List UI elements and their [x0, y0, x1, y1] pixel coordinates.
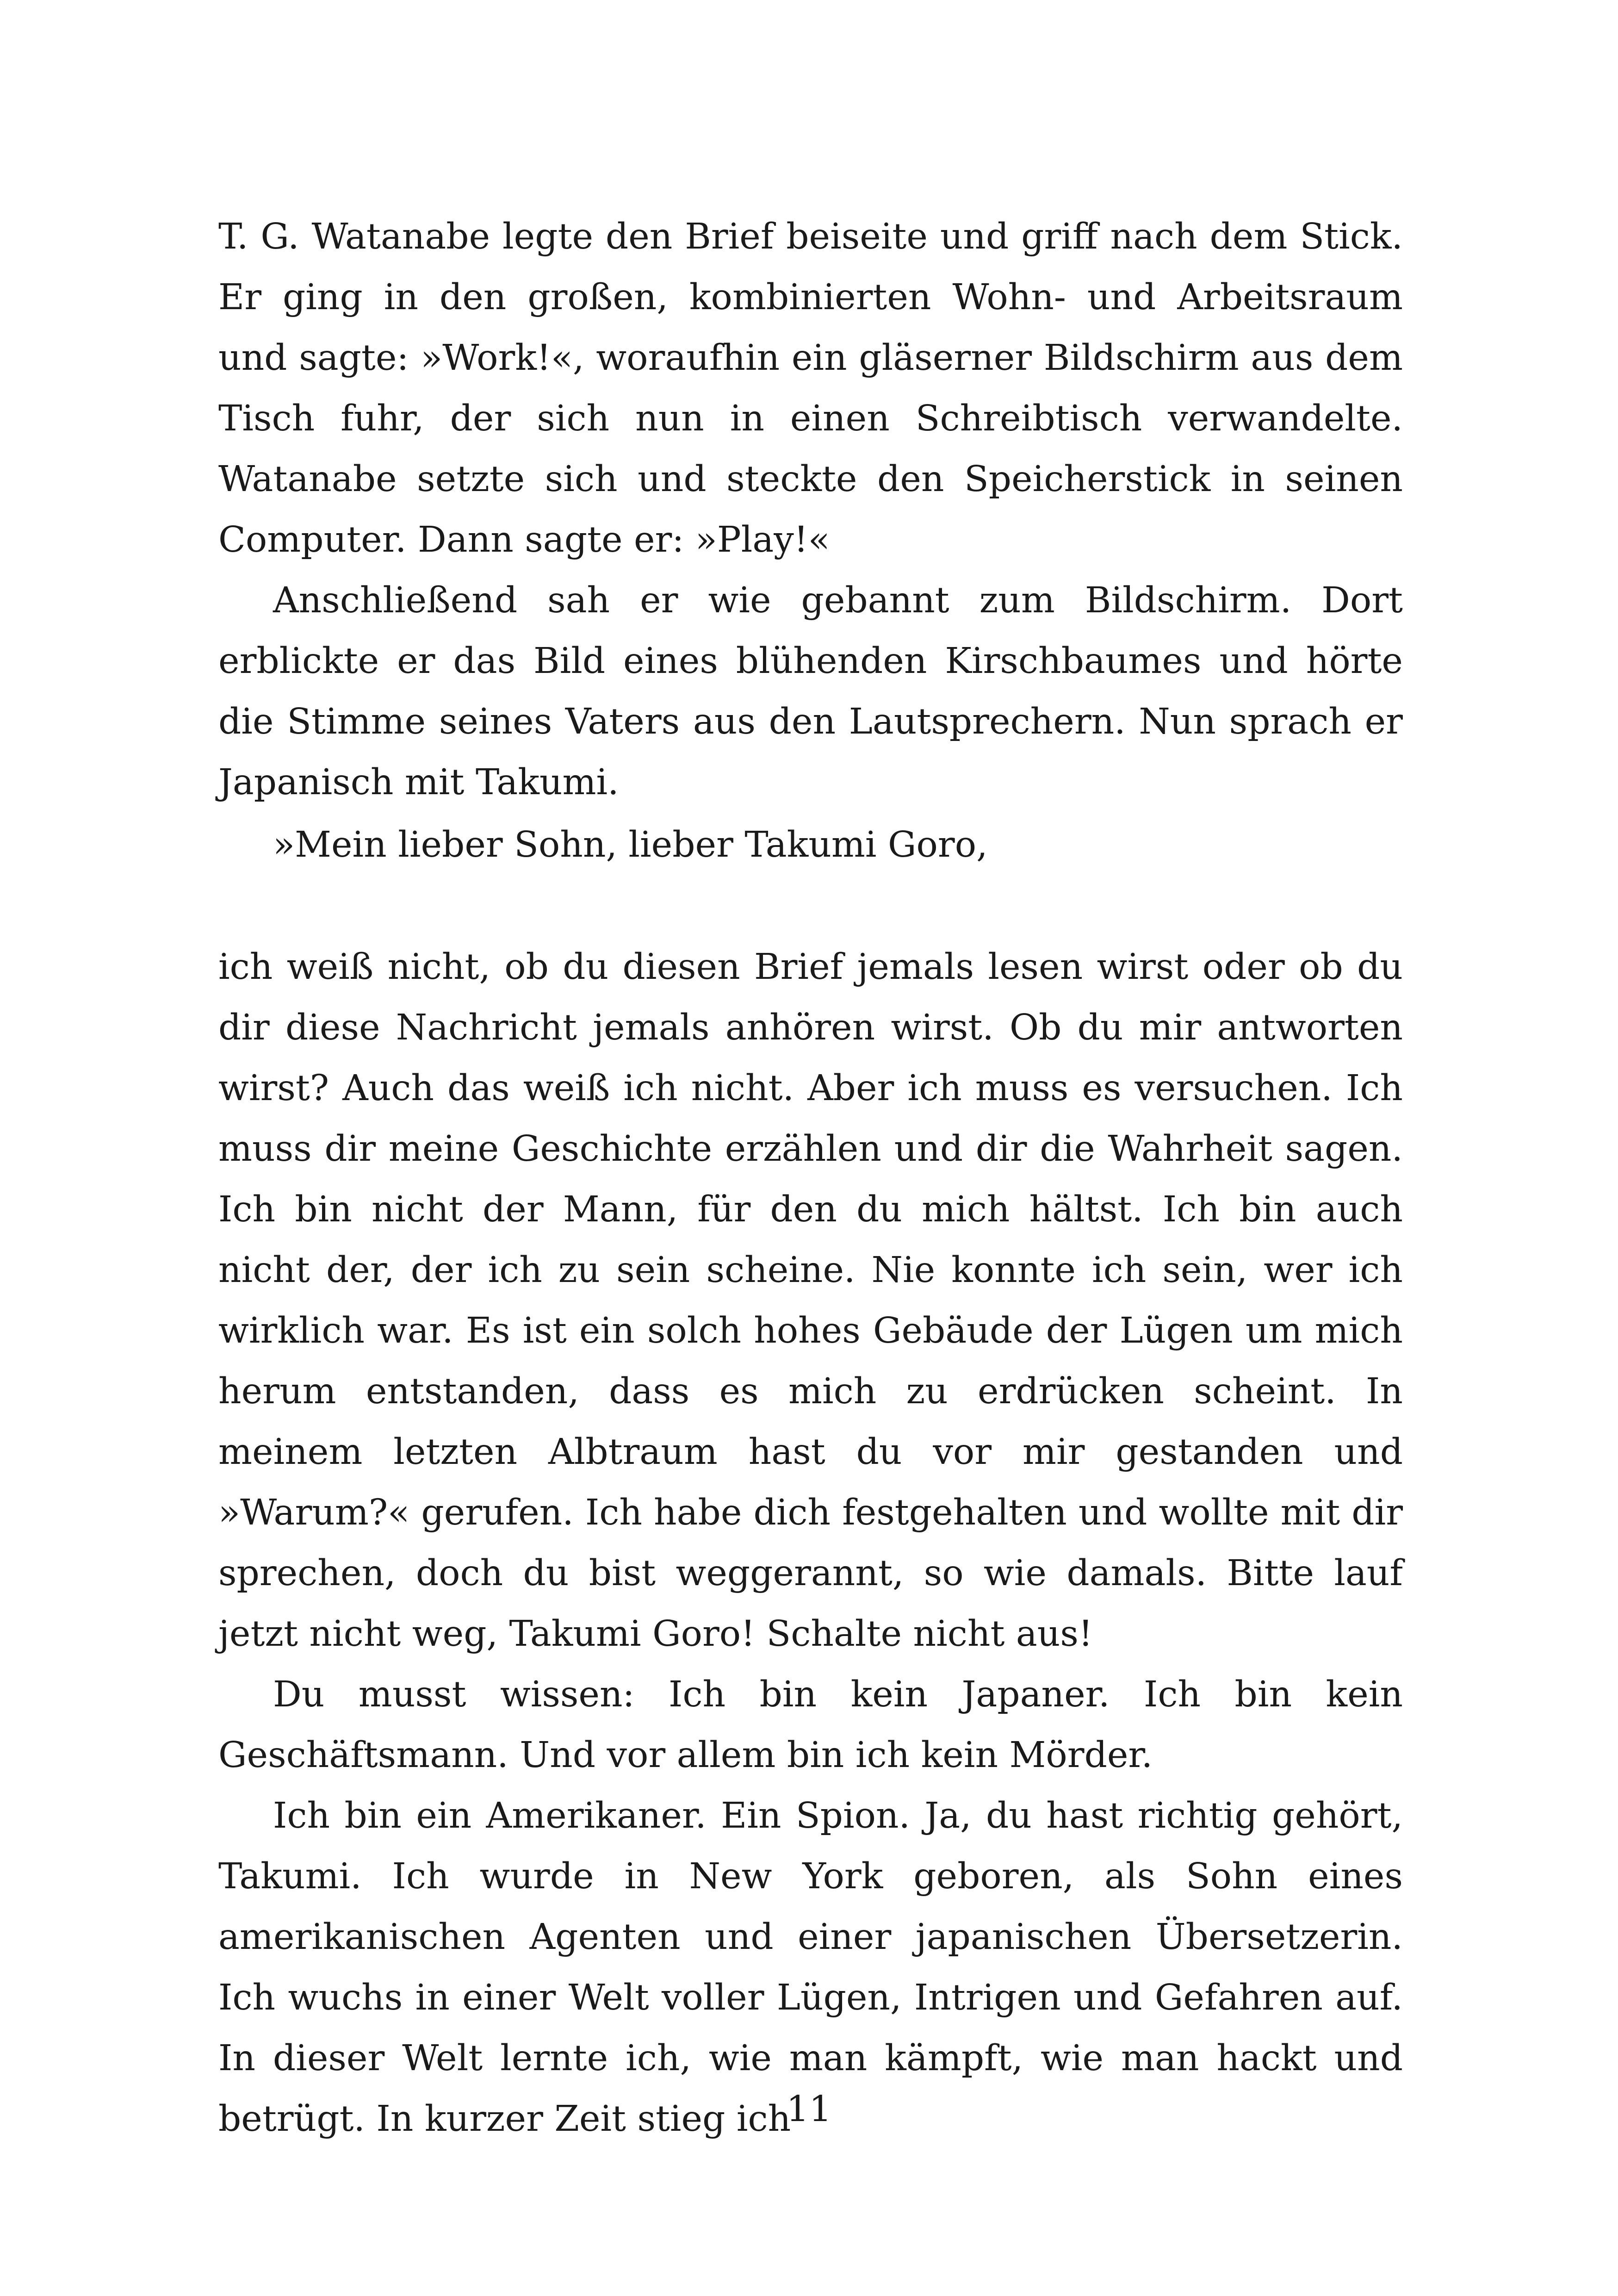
letter-salutation: »Mein lieber Sohn, lieber Takumi Goro, — [273, 824, 988, 865]
page-number: 11 — [786, 2089, 832, 2130]
paragraph-letter-american-spy: Ich bin ein Amerikaner. Ein Spion. Ja, du hast richtig gehört, Takumi. Ich wurde in New York geboren, als Sohn eines amerikanischen Agenten und einer japanischen Übersetzerin. Ich wuchs in einer Welt voller Lügen, Intrigen und Gefahren auf. In dieser Welt lernte ich, wie man kämpft, wie man hackt und betrügt. In kurzer Zeit stieg ich — [218, 1795, 1403, 2140]
paragraph-letter-not-japanese: Du musst wissen: Ich bin kein Japaner. Ich bin kein Geschäftsmann. Und vor allem bin ich kein Mörder. — [218, 1674, 1403, 1776]
paragraph-watanabe-stick: T. G. Watanabe legte den Brief beiseite und griff nach dem Stick. Er ging in den großen, kombinierten Wohn- und Arbeitsraum und sagte: »Work!«, woraufhin ein gläserner Bildschirm aus dem Tisch fuhr, der sich nun in einen Schreibtisch verwandelte. Watanabe setzte sich und steckte den Speicherstick in seinen Computer. Dann sagte er: »Play!« — [218, 216, 1403, 560]
paragraph-screen-cherry-tree: Anschließend sah er wie gebannt zum Bildschirm. Dort erblickte er das Bild eines blühenden Kirschbaumes und hörte die Stimme seines Vaters aus den Lautsprechern. Nun sprach er Japanisch mit Takumi. — [218, 580, 1403, 803]
paragraph-letter-truth: ich weiß nicht, ob du diesen Brief jemals lesen wirst oder ob du dir diese Nachricht jemals anhören wirst. Ob du mir antworten wirst? Auch das weiß ich nicht. Aber ich muss es versuchen. Ich muss dir meine Geschichte erzählen und dir die Wahrheit sagen. Ich bin nicht der Mann, für den du mich hältst. Ich bin auch nicht der, der ich zu sein scheine. Nie konnte ich sein, wer ich wirklich war. Es ist ein solch hohes Gebäude der Lügen um mich herum entstanden, dass es mich zu erdrücken scheint. In meinem letzten Albtraum hast du vor mir gestanden und »Warum?« gerufen. Ich habe dich festgehalten und wollte mit dir sprechen, doch du bist weggerannt, so wie damals. Bitte lauf jetzt nicht weg, Takumi Goro! Schalte nicht aus! — [218, 946, 1403, 1655]
opening-section — [218, 206, 1403, 813]
letter-body-section — [218, 937, 1403, 2149]
letter-salutation-section — [218, 815, 1403, 875]
